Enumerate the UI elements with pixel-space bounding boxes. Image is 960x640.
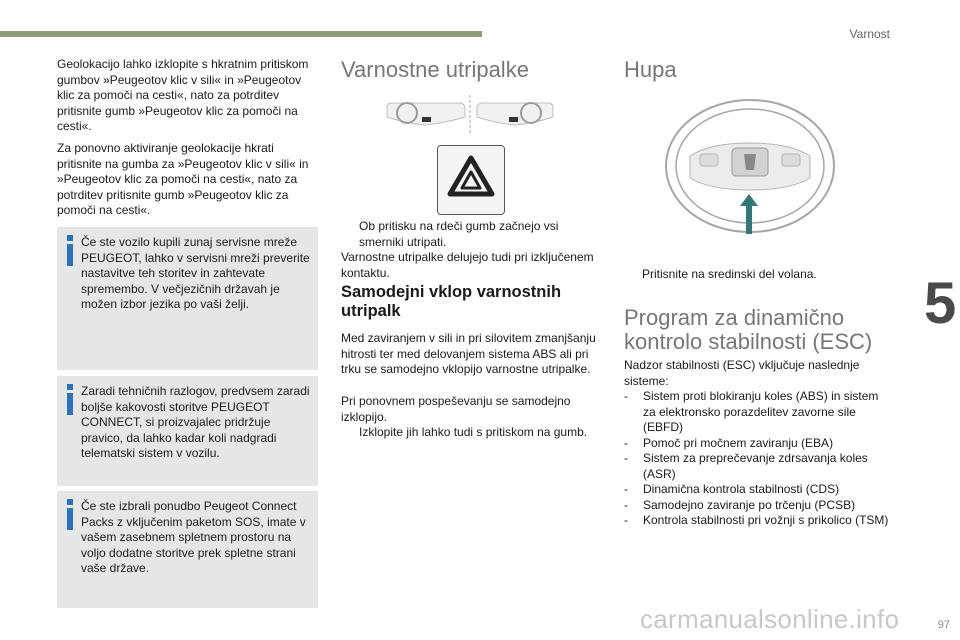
- hazard-warning-icon: [438, 146, 504, 212]
- hazard-heading: Varnostne utripalke: [341, 57, 529, 82]
- hazard-ignition-text: Varnostne utripalke delujejo tudi pri izključenem kontaktu.: [341, 250, 594, 280]
- auto-hazard-off-text: Pri ponovnem pospeševanju se samodejno izklopijo.: [341, 394, 571, 424]
- list-item: - Kontrola stabilnosti pri vožnji s prikolico (TSM): [624, 513, 889, 527]
- list-item: - Sistem za preprečevanje zdrsavanja koles (ASR): [624, 451, 868, 481]
- esc-intro: Nadzor stabilnosti (ESC) vključuje naslednje sisteme:: [624, 358, 860, 388]
- horn-heading: Hupa: [624, 57, 677, 82]
- dashboard-illustration: [385, 95, 555, 137]
- watermark: carmanualsonline.info: [640, 604, 900, 634]
- info-text-upgrade: Zaradi tehničnih razlogov, predvsem zaradi boljše kakovosti storitve PEUGEOT CONNECT, si proizvajalec pridržuje pravico, da lahko kadar koli nadgradi telematski sistem v vozilu.: [81, 384, 310, 460]
- list-item: - Samodejno zaviranje po trčenju (PCSB): [624, 497, 856, 512]
- info-box-upgrade: [57, 376, 318, 486]
- list-item: - Sistem proti blokiranju koles (ABS) in sistem za elektronsko porazdelitev zavorne sile (EBFD): [624, 389, 879, 434]
- info-box-connect: [57, 491, 318, 608]
- esc-heading: Program za dinamično kontrolo stabilnosti (ESC): [624, 305, 873, 354]
- chapter-number: 5: [924, 271, 957, 336]
- info-text-dealer: Če ste vozilo kupili zunaj servisne mreže PEUGEOT, lahko v servisni mreži preverite nastavitve teh storitev in zahtevate spremembo. V večjezičnih državah je možen izbor jezika po vaši želji.: [81, 235, 310, 311]
- info-marker-icon: [63, 235, 77, 265]
- list-item: - Pomoč pri močnem zaviranju (EBA): [624, 435, 834, 450]
- chapter-tab: [924, 270, 960, 338]
- esc-list: [624, 389, 894, 529]
- info-marker-icon: [63, 384, 77, 414]
- page-number: 97: [937, 619, 950, 631]
- horn-arrow-icon: [740, 194, 758, 234]
- auto-hazard-heading: Samodejni vklop varnostnih utripalk: [341, 283, 562, 320]
- info-text-connect: Če ste izbrali ponudbo Peugeot Connect Packs z vključenim paketom SOS, imate v vašem zasebnem spletnem prostoru na voljo dodatne storitve prek spletne strani vaše države.: [81, 499, 306, 575]
- header-bar: [0, 31, 482, 37]
- info-box-dealer: [57, 227, 318, 370]
- info-marker-icon: [63, 499, 77, 529]
- geolocation-enable-text: Za ponovno aktiviranje geolokacije hkrati pritisnite na gumba za »Peugeotov klic v sili« in »Peugeotov klic za pomoči na cesti«, nato za potrditev pritisnite gumb »Peugeotov klic za pomoči na cesti«.: [57, 141, 309, 217]
- hazard-button: [437, 145, 505, 215]
- geolocation-disable-text: Geolokacijo lahko izklopite s hkratnim pritiskom gumbov »Peugeotov klic v sili« in »Peugeotov klic za pomoči na cesti«, nato za potrditev pritisnite gumb »Peugeotov klic za pomoči na cesti«.: [57, 57, 309, 133]
- auto-hazard-text: Med zaviranjem v sili in pri silovitem zmanjšanju hitrosti ter med delovanjem sistema ABS ali pri trku se samodejno vklopijo varnostne utripalke.: [341, 331, 596, 376]
- section-title: Varnost: [849, 27, 890, 41]
- list-item: - Dinamična kontrola stabilnosti (CDS): [624, 482, 840, 496]
